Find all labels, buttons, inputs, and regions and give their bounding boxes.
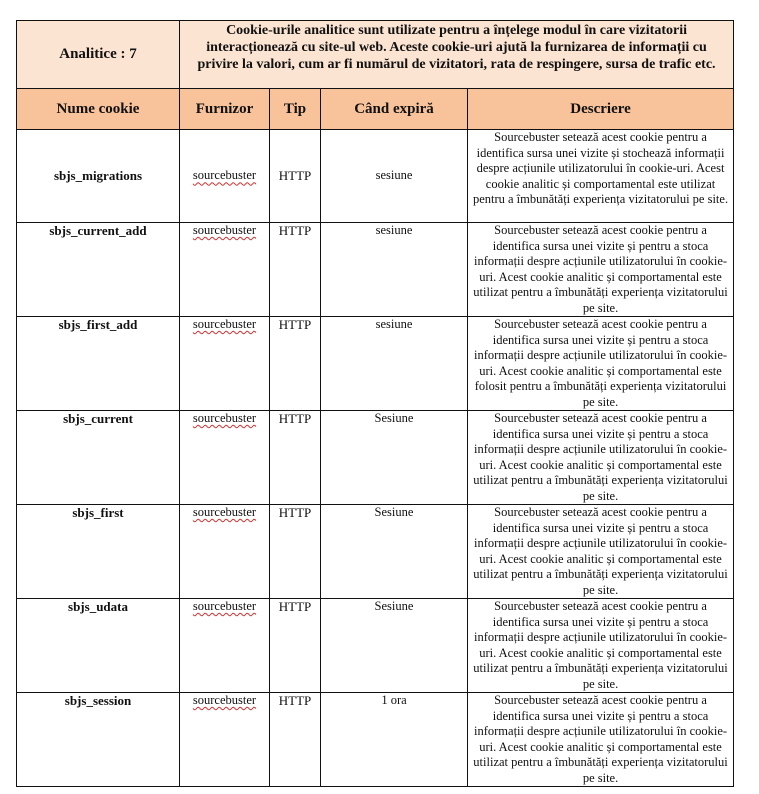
cookie-provider [180, 223, 270, 317]
table-row [17, 130, 734, 223]
column-header-expires: Când expiră [321, 89, 468, 130]
cookie-type: HTTP [270, 599, 321, 693]
cookie-expires: sesiune [321, 130, 468, 223]
cookie-expires: sesiune [321, 223, 468, 317]
cookie-type: HTTP [270, 317, 321, 411]
cookie-description: Sourcebuster setează acest cookie pentru a identifica sursa unei vizite și pentru a stoca informații despre acțiunile utilizatorului în cookie-uri. Acest cookie analitic și comportamental este utilizat pentru a îmbunătăți experiența vizitatorului pe site. [468, 505, 734, 599]
cookie-name: sbjs_udata [17, 599, 180, 693]
cookie-provider-text: sourcebuster [192, 223, 257, 237]
column-header-description: Descriere [468, 89, 734, 130]
cookie-name: sbjs_migrations [17, 130, 180, 223]
column-header-row [17, 89, 734, 130]
cookie-description: Sourcebuster setează acest cookie pentru a identifica sursa unei vizite și stochează informații despre acțiunile utilizatorului în cookie-uri. Acest cookie analitic și comportamental este utilizat pentru a îmbunătăți experiența vizitatorului pe site. [468, 130, 734, 223]
cookie-name: sbjs_current [17, 411, 180, 505]
cookie-description: Sourcebuster setează acest cookie pentru a identifica sursa unei vizite și pentru a stoca informații despre acțiunile utilizatorului în cookie-uri. Acest cookie analitic și comportamental este utilizat pentru a îmbunătăți experiența vizitatorului pe site. [468, 223, 734, 317]
cookie-type: HTTP [270, 693, 321, 787]
cookie-provider-text: sourcebuster [192, 411, 257, 425]
cookie-name: sbjs_first [17, 505, 180, 599]
table-row [17, 223, 734, 317]
cookie-provider [180, 505, 270, 599]
cookie-provider [180, 317, 270, 411]
cookie-provider-text: sourcebuster [192, 317, 257, 331]
category-label: Analitice : 7 [17, 21, 180, 89]
table-row [17, 693, 734, 787]
cookie-type: HTTP [270, 505, 321, 599]
column-header-provider: Furnizor [180, 89, 270, 130]
cookie-expires: Sesiune [321, 599, 468, 693]
table-row [17, 599, 734, 693]
category-row [17, 21, 734, 89]
cookie-description: Sourcebuster setează acest cookie pentru a identifica sursa unei vizite și pentru a stoca informații despre acțiunile utilizatorului în cookie-uri. Acest cookie analitic și comportamental este utilizat pentru a îmbunătăți experiența vizitatorului pe site. [468, 411, 734, 505]
cookie-expires: Sesiune [321, 411, 468, 505]
cookie-name: sbjs_current_add [17, 223, 180, 317]
cookie-provider [180, 599, 270, 693]
cookie-provider-text: sourcebuster [192, 505, 257, 519]
cookie-provider [180, 693, 270, 787]
cookie-provider [180, 411, 270, 505]
cookie-expires: Sesiune [321, 505, 468, 599]
cookie-provider-text: sourcebuster [192, 599, 257, 613]
cookie-description: Sourcebuster setează acest cookie pentru a identifica sursa unei vizite și pentru a stoca informații despre acțiunile utilizatorului în cookie-uri. Acest cookie analitic și comportamental este folosit pentru a îmbunătăți experiența vizitatorului pe site. [468, 317, 734, 411]
cookie-table [16, 20, 734, 787]
cookie-name: sbjs_session [17, 693, 180, 787]
cookie-type: HTTP [270, 223, 321, 317]
column-header-name: Nume cookie [17, 89, 180, 130]
cookie-name: sbjs_first_add [17, 317, 180, 411]
table-row [17, 411, 734, 505]
cookie-expires: sesiune [321, 317, 468, 411]
cookie-expires: 1 ora [321, 693, 468, 787]
category-description: Cookie-urile analitice sunt utilizate pentru a înțelege modul în care vizitatorii interacționează cu site-ul web. Aceste cookie-uri ajută la furnizarea de informații cu privire la valori, cum ar fi numărul de vizitatori, rata de respingere, sursa de trafic etc. [180, 21, 734, 89]
table-row [17, 317, 734, 411]
cookie-description: Sourcebuster setează acest cookie pentru a identifica sursa unei vizite și pentru a stoca informații despre acțiunile utilizatorului în cookie-uri. Acest cookie analitic și comportamental este utilizat pentru a îmbunătăți experiența vizitatorului pe site. [468, 599, 734, 693]
cookie-provider [180, 130, 270, 223]
cookie-description: Sourcebuster setează acest cookie pentru a identifica sursa unei vizite și pentru a stoca informații despre acțiunile utilizatorului în cookie-uri. Acest cookie analitic și comportamental este utilizat pentru a îmbunătăți experiența vizitatorului pe site. [468, 693, 734, 787]
cookie-provider-text: sourcebuster [192, 693, 257, 707]
column-header-type: Tip [270, 89, 321, 130]
cookie-provider-text: sourcebuster [192, 168, 257, 183]
table-row [17, 505, 734, 599]
cookie-type: HTTP [270, 411, 321, 505]
cookie-type: HTTP [270, 130, 321, 223]
